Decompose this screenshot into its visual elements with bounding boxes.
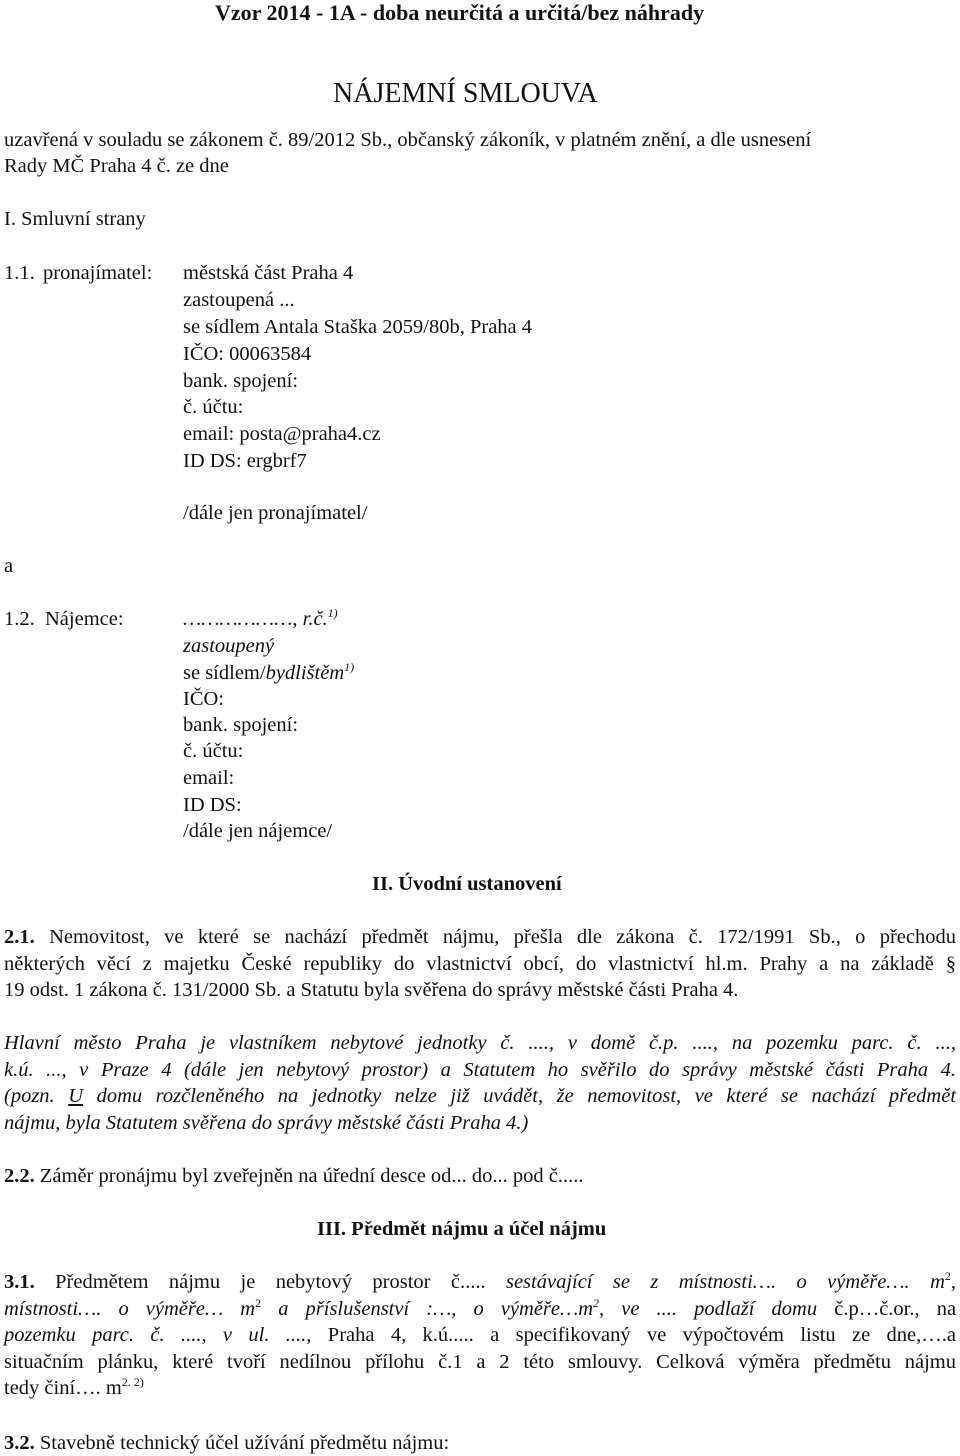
paragraph-number: 2.1.	[4, 926, 35, 948]
paragraph-2-2: 2.2. Záměr pronájmu byl zveřejněn na úřední desce od... do... pod č.....	[4, 1165, 584, 1187]
intro-line-2: Rady MČ Praha 4 č. ze dne	[4, 155, 229, 177]
section-2-heading: II. Úvodní ustanovení	[372, 873, 562, 895]
conjunction: a	[4, 555, 14, 577]
paragraph-number: 2.2.	[4, 1165, 35, 1187]
footnote-ref: 1)	[344, 660, 355, 675]
footnote-ref: 1)	[327, 606, 338, 621]
section-1-heading: I. Smluvní strany	[4, 208, 146, 230]
landlord-role: pronajímatel:	[43, 262, 153, 284]
tenant-hereinafter: /dále jen nájemce/	[183, 820, 333, 842]
landlord-account: č. účtu:	[183, 396, 244, 418]
landlord-number: 1.1.	[4, 262, 35, 284]
tenant-account: č. účtu:	[183, 740, 244, 762]
landlord-seat: se sídlem Antala Staška 2059/80b, Praha 4	[183, 316, 533, 338]
tenant-number: 1.2.	[4, 608, 35, 630]
landlord-bank: bank. spojení:	[183, 370, 299, 392]
landlord-email: email: posta@praha4.cz	[183, 423, 381, 445]
landlord-name: městská část Praha 4	[183, 262, 354, 284]
tenant-bank: bank. spojení:	[183, 714, 299, 736]
section-3-heading: III. Předmět nájmu a účel nájmu	[317, 1218, 607, 1240]
tenant-ico: IČO:	[183, 688, 224, 710]
paragraph-3-1: 3.1. Předmětem nájmu je nebytový prostor č..... sestávající se z místnosti…. o výměře…. $m^2$, místnosti…. o výměře… $m^2$ a příslušenství :…, o $výměře\dots m^2$, ve .... podlaží domu č.p…č.or., na pozemku parc. č. ...., v ul. ...., Praha 4, k.ú..... a specifikovaný ve výpočtovém listu ze dne,….a situačním plánku, které tvoří nedílnou přílohu č.1 a 2 této smlouvy. Celková výměra předmětu nájmu tedy činí…. $m^{2. 2)}$	[4, 1269, 957, 1399]
paragraph-3-2: 3.2. Stavebně technický účel užívání předmětu nájmu:	[4, 1432, 450, 1454]
landlord-represented: zastoupená ...	[183, 289, 295, 311]
paragraph-number: 3.1.	[4, 1271, 35, 1293]
landlord-hereinafter: /dále jen pronajímatel/	[183, 502, 368, 524]
document-title: NÁJEMNÍ SMLOUVA	[333, 78, 598, 109]
landlord-ico: IČO: 00063584	[183, 343, 312, 365]
tenant-data-box: ID DS:	[183, 794, 242, 816]
tenant-role: Nájemce:	[45, 608, 124, 630]
paragraph-2-1: 2.1. Nemovitost, ve které se nachází předmět nájmu, přešla dle zákona č. 172/1991 Sb., o přechodu některých věcí z majetku České republiky do vlastnictví obcí, do vlastnictví hl.m. Prahy a na základě § 19 odst. 1 zákona č. 131/2000 Sb. a Statutu byla svěřena do správy městské části Praha 4.	[4, 926, 956, 1001]
paragraph-number: 3.2.	[4, 1432, 35, 1454]
tenant-represented: zastoupený	[183, 635, 275, 657]
tenant-email: email:	[183, 767, 235, 789]
tenant-name-placeholder: ………………, r.č.$^{1)}$	[183, 606, 338, 630]
tenant-seat: se sídlem/bydlištěm$^{1)}$	[183, 660, 355, 684]
template-title: Vzor 2014 - 1A - doba neurčitá a určitá/bez náhrady	[215, 0, 705, 25]
intro-line-1: uzavřená v souladu se zákonem č. 89/2012 Sb., občanský zákoník, v platném znění, a dle usnesení	[4, 129, 812, 151]
landlord-data-box: ID DS: ergbrf7	[183, 450, 307, 472]
owner-paragraph: Hlavní město Praha je vlastníkem nebytové jednotky č. ...., v domě č.p. ...., na pozemku parc. č. ..., k.ú. ..., v Praze 4 (dále jen nebytový prostor) a Statutem ho svěřilo do správy městské části Praha 4. (pozn. U domu rozčleněného na jednotky nelze již uvádět, že nemovitost, ve které se nachází předmět nájmu, byla Statutem svěřena do správy městské části Praha 4.)	[4, 1032, 957, 1134]
